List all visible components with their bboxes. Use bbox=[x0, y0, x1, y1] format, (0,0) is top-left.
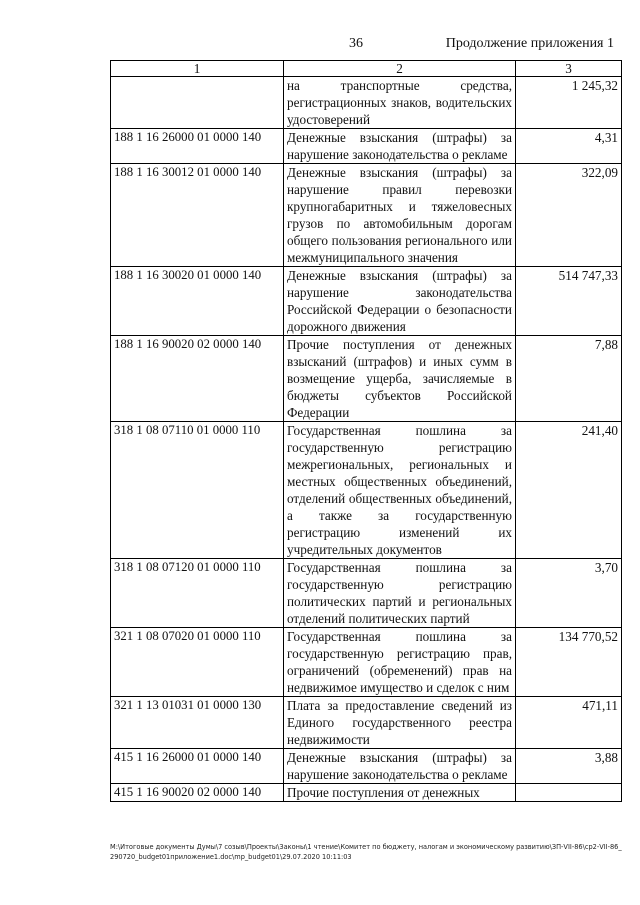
column-header-1: 1 bbox=[111, 61, 284, 77]
budget-code: 318 1 08 07120 01 0000 110 bbox=[111, 559, 284, 628]
amount-value: 3,70 bbox=[516, 559, 622, 628]
amount-value: 3,88 bbox=[516, 749, 622, 784]
amount-value: 471,11 bbox=[516, 697, 622, 749]
income-description: Прочие поступления от денежных bbox=[284, 784, 516, 802]
column-header-3: 3 bbox=[516, 61, 622, 77]
table-row bbox=[111, 749, 622, 784]
continuation-label: Продолжение приложения 1 bbox=[445, 36, 614, 51]
page-number: 36 bbox=[349, 36, 363, 51]
table-row bbox=[111, 336, 622, 422]
table-row bbox=[111, 129, 622, 164]
budget-table bbox=[110, 60, 622, 802]
column-header-2: 2 bbox=[284, 61, 516, 77]
amount-value bbox=[516, 784, 622, 802]
income-description: Денежные взыскания (штрафы) за нарушение законодательства о рекламе bbox=[284, 129, 516, 164]
income-description: Денежные взыскания (штрафы) за нарушение законодательства Российской Федерации о безопасности дорожного движения bbox=[284, 267, 516, 336]
income-description: Плата за предоставление сведений из Единого государственного реестра недвижимости bbox=[284, 697, 516, 749]
budget-code: 321 1 13 01031 01 0000 130 bbox=[111, 697, 284, 749]
budget-code: 188 1 16 90020 02 0000 140 bbox=[111, 336, 284, 422]
table-row bbox=[111, 559, 622, 628]
table-row bbox=[111, 697, 622, 749]
budget-code: 188 1 16 30012 01 0000 140 bbox=[111, 164, 284, 267]
budget-code bbox=[111, 77, 284, 129]
table-row bbox=[111, 628, 622, 697]
table-row bbox=[111, 422, 622, 559]
amount-value: 1 245,32 bbox=[516, 77, 622, 129]
amount-value: 134 770,52 bbox=[516, 628, 622, 697]
budget-code: 318 1 08 07110 01 0000 110 bbox=[111, 422, 284, 559]
amount-value: 4,31 bbox=[516, 129, 622, 164]
income-description: Государственная пошлина за государственную регистрацию прав, ограничений (обременений) прав на недвижимое имущество и сделок с ним bbox=[284, 628, 516, 697]
budget-code: 415 1 16 26000 01 0000 140 bbox=[111, 749, 284, 784]
income-description: Денежные взыскания (штрафы) за нарушение законодательства о рекламе bbox=[284, 749, 516, 784]
amount-value: 7,88 bbox=[516, 336, 622, 422]
table-row bbox=[111, 164, 622, 267]
table-row bbox=[111, 77, 622, 129]
income-description: Прочие поступления от денежных взысканий (штрафов) и иных сумм в возмещение ущерба, зачисляемые в бюджеты субъектов Российской Федерации bbox=[284, 336, 516, 422]
table-row bbox=[111, 267, 622, 336]
income-description: Денежные взыскания (штрафы) за нарушение правил перевозки крупногабаритных и тяжеловесных грузов по автомобильным дорогам общего пользования регионального или межмуниципального значения bbox=[284, 164, 516, 267]
amount-value: 241,40 bbox=[516, 422, 622, 559]
table-header-row bbox=[111, 61, 622, 77]
income-description: Государственная пошлина за государственную регистрацию межрегиональных, региональных и местных общественных объединений, отделений общественных объединений, а также за государственную регистрацию изменений их учредительных документов bbox=[284, 422, 516, 559]
budget-code: 188 1 16 26000 01 0000 140 bbox=[111, 129, 284, 164]
file-path-footer: M:\Итоговые документы Думы\7 созыв\Проекты\Законы\1 чтение\Комитет по бюджету, налогам и экономическому развитию\ЗП-VII-86\ср2-VII-86_290720_budget01приложение1.doc\mp_budget01\29.07.2020 10:11:03 bbox=[110, 843, 622, 861]
table-row bbox=[111, 784, 622, 802]
income-description: на транспортные средства, регистрационных знаков, водительских удостоверений bbox=[284, 77, 516, 129]
budget-code: 321 1 08 07020 01 0000 110 bbox=[111, 628, 284, 697]
income-description: Государственная пошлина за государственную регистрацию политических партий и региональных отделений политических партий bbox=[284, 559, 516, 628]
amount-value: 514 747,33 bbox=[516, 267, 622, 336]
budget-code: 188 1 16 30020 01 0000 140 bbox=[111, 267, 284, 336]
amount-value: 322,09 bbox=[516, 164, 622, 267]
budget-code: 415 1 16 90020 02 0000 140 bbox=[111, 784, 284, 802]
